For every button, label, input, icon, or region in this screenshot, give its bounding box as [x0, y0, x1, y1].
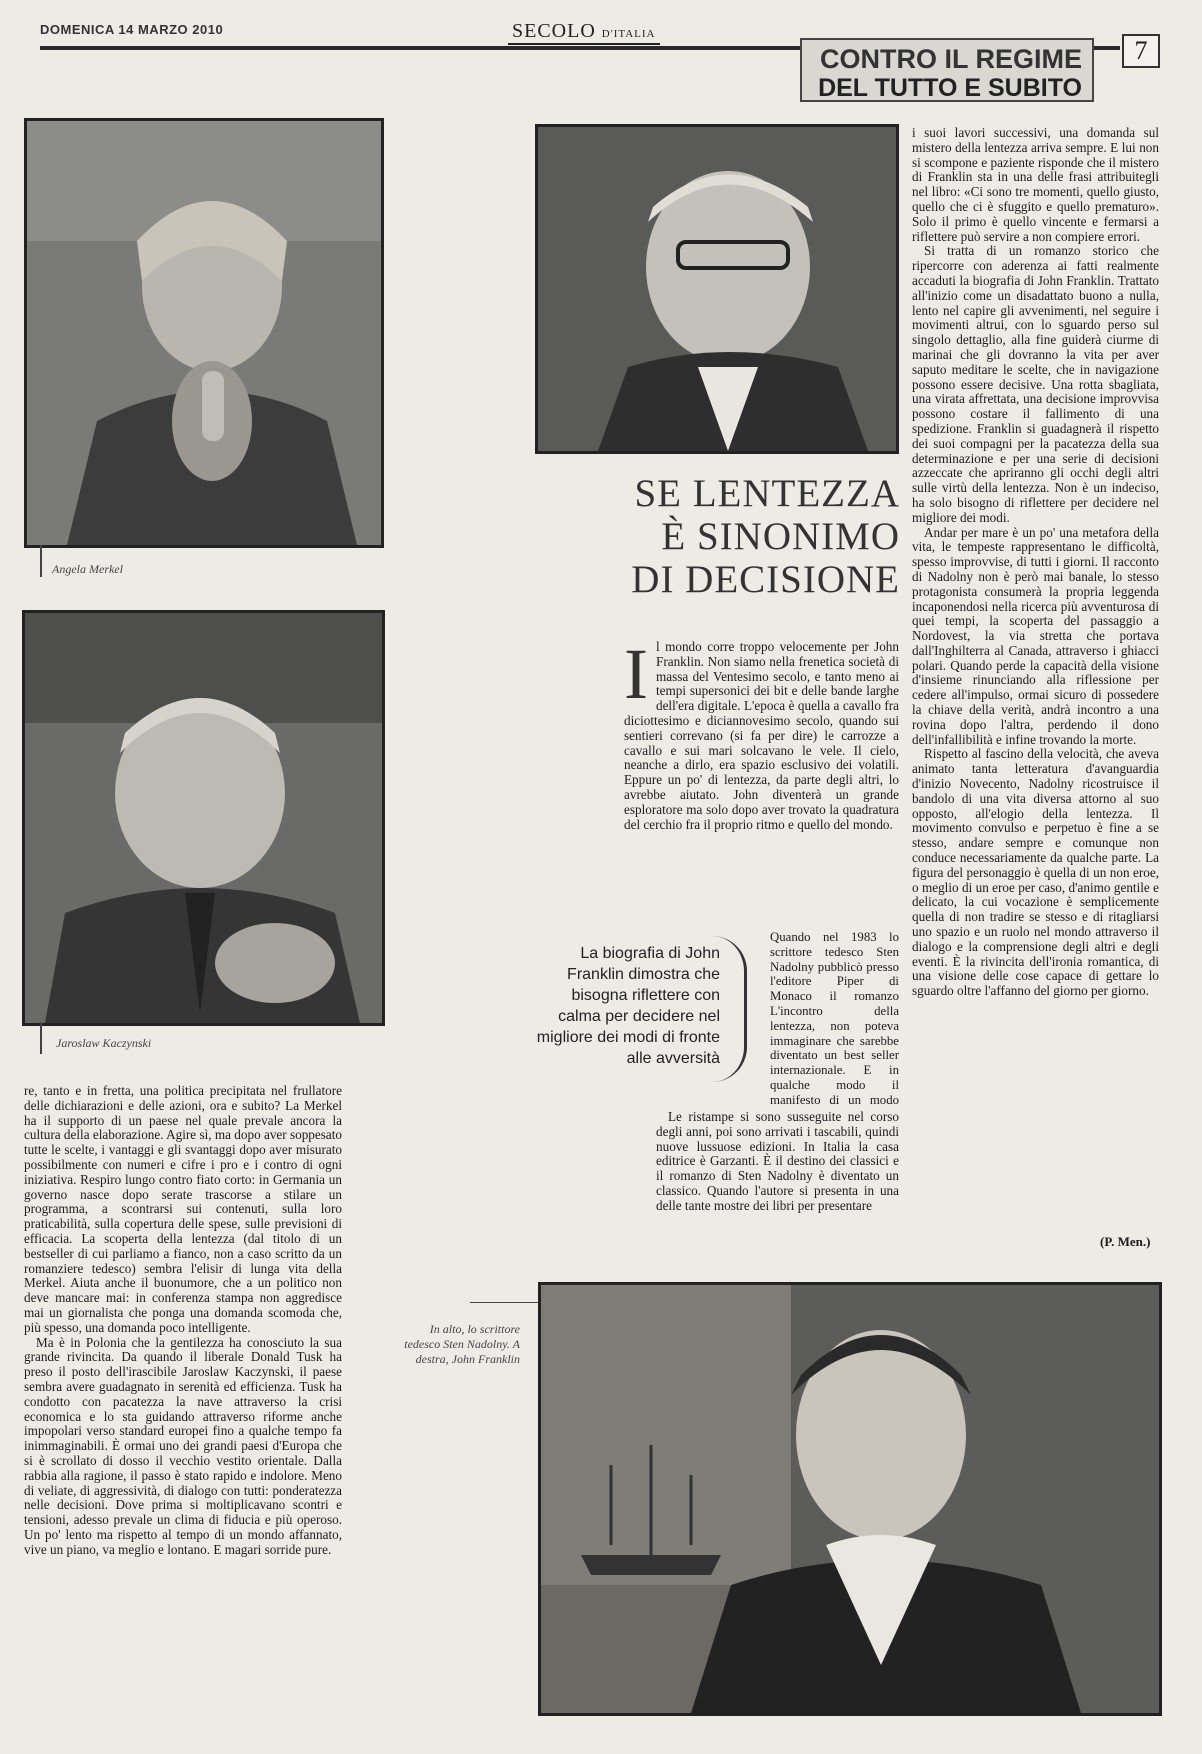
- middle-column-top: [624, 640, 899, 928]
- pull-quote: La biografia di John Franklin dimostra che bisogna riflettere con calma per decidere nel migliore dei modi di fronte alle avversità: [536, 945, 720, 1067]
- middle-column-bottom: [656, 1110, 899, 1240]
- paragraph: re, tanto e in fretta, una politica precipitata nel frullatore delle dichiarazioni e delle azioni, ora e subito? La Merkel ha il supporto di un paese nel quale prevale ancora la cultura della elaborazione. Agire sì, ma dopo aver soppesato tutte le scelte, i vantaggi e gli svantaggi dopo aver misurato possibilmente con numeri e cifre i pro e i contro di ogni iniziativa. Respiro lungo contro fiato corto: in Germania un governo nasce dopo serate trascorse a stilare un programma, a scontrarsi sui contenuti, sulla loro praticabilità, sulla copertura delle spese, sulle previsioni di efficacia. La scoperta della lentezza (dal titolo di un bestseller di cui parliamo a fianco, non a caso scritto da un romanziere tedesco) sembra l'elisir di lunga vita della Merkel. Aiuta anche il buonumore, che a un politico non deve mancare mai: in conferenza stampa non aggredisce mai un giornalista che ponga una domanda scomoda che, più spesso, una domanda poco intelligente.: [24, 1084, 342, 1335]
- paragraph: l mondo corre troppo velocemente per John Franklin. Non siamo nella frenetica società di massa del Ventesimo secolo, e tanto meno ai tempi supersonici dei bit e delle bande larghe dell'era digitale. L'epoca è quella a cavallo fra diciottesimo e diciannovesimo secolo, quando sui sentieri correvano (si fa per dire) le carrozze a cavallo e sui mari solcavano le vele. Il cielo, neanche a dirlo, era spazio esclusivo dei volatili. Eppure un po' di lentezza, da parte degli altri, lo avrebbe aiutato. John diventerà un grande esploratore ma solo dopo aver trovato la quadratura del cerchio fra il proprio ritmo e quello del mondo.: [624, 640, 899, 832]
- portrait-illustration: [538, 127, 896, 451]
- kicker-line-1: CONTRO IL REGIME: [819, 44, 1082, 74]
- headline-line: È SINONIMO: [661, 515, 900, 558]
- kicker-line-2: DEL TUTTO E SUBITO: [818, 74, 1082, 102]
- merkel-caption: Angela Merkel: [52, 562, 123, 576]
- section-kicker: [800, 38, 1094, 102]
- paragraph: i suoi lavori successivi, una domanda sul mistero della lentezza arriva sempre. E lui non si scompone e paziente risponde che il mistero di Franklin sta in una delle frasi attribuitegli nel libro: «Ci sono tre momenti, quello giusto, quello che ci è sfuggito e quello prematuro». Solo il primo è quello vincente e fermarsi a riflettere può servire a non compiere errori.: [912, 126, 1159, 244]
- franklin-caption: In alto, lo scrittore tedesco Sten Nadolny. A destra, John Franklin: [404, 1322, 520, 1366]
- left-column: [24, 1084, 342, 1629]
- kaczynski-caption: Jaroslaw Kaczynski: [56, 1036, 152, 1050]
- portrait-illustration: [27, 121, 381, 545]
- right-column: [912, 126, 1159, 1216]
- portrait-illustration: [25, 613, 382, 1023]
- pull-quote-bracket: [712, 936, 747, 1082]
- caption-rule: [470, 1302, 538, 1303]
- drop-cap: I: [624, 640, 648, 714]
- page-number: 7: [1122, 34, 1160, 68]
- franklin-painting: [538, 1282, 1162, 1716]
- nadolny-photo: [535, 124, 899, 454]
- portrait-illustration: [541, 1285, 1159, 1713]
- kaczynski-photo: [22, 610, 385, 1026]
- middle-column-wrap: [770, 930, 899, 1106]
- issue-date: DOMENICA 14 MARZO 2010: [40, 22, 224, 37]
- paragraph: Si tratta di un romanzo storico che ripercorre con aderenza ai fatti realmente accaduti la biografia di John Franklin. Trattato all'inizio come un disadattato buono a nulla, lento nel capire gli avvenimenti, nel seguire i movimenti altrui, con lo sguardo perso sul singolo dettaglio, alla fine guiderà ciurme di marinai che gli dovranno la vita per aver saputo meditare le scelte, che in navigazione possono essere decisive. Una rotta sbagliata, una virata affrettata, una decisione improvvisa possono costare il fallimento di una spedizione. Franklin si guadagnerà il rispetto dei suoi compagni per la pacatezza della sua determinazione e per una serie di decisioni azzeccate che apriranno gli occhi degli altri sulle virtù della lentezza. Non è un indeciso, ha solo bisogno di riflettere per decidere nel migliore dei modi.: [912, 243, 1159, 525]
- merkel-photo: [24, 118, 384, 548]
- paragraph: Quando nel 1983 lo scrittore tedesco Sten Nadolny pubblicò presso l'editore Piper di Monaco il romanzo L'incontro della lentezza, non poteva immaginare che sarebbe diventato un best seller internazionale. E in qualche modo il manifesto di un modo: [770, 930, 899, 1106]
- paragraph: Rispetto al fascino della velocità, che aveva animato tanta letteratura d'avanguardia d'inizio Novecento, Nadolny ricostruisce il bandolo di una vita diversa attorno al suo opposto, all'elogio della lentezza. Il movimento convulso e perpetuo è fine a se stesso, andare sempre e comunque non conduce necessariamente da qualche parte. La figura del personaggio è quella di un non eroe, o meglio di un eroe per caso, d'animo gentile e delicato, la cui vocazione è semplicemente quella di non tradire se stesso e di ritagliarsi uno spazio e un ruolo nel mondo attraverso il dialogo e la comprensione degli altri e degli eventi. È la rivincita dell'ironia romantica, di una visione delle cose capace di gettare lo sguardo oltre l'affanno del giorno per giorno.: [912, 746, 1159, 999]
- masthead-name: SECOLO: [512, 20, 596, 42]
- paragraph: Le ristampe si sono susseguite nel corso degli anni, poi sono arrivati i tascabili, quindi nuove lussuose edizioni. In Italia la casa editrice è Garzanti. È il destino dei classici e il romanzo di Sten Nadolny è diventato un classico. Quando l'autore si presenta in una delle tante mostre dei libri per presentare: [656, 1110, 899, 1213]
- headline-line: SE LENTEZZA: [634, 472, 900, 515]
- author-signature: (P. Men.): [1100, 1234, 1151, 1249]
- newspaper-masthead: [508, 20, 660, 45]
- article-headline: [540, 472, 900, 601]
- masthead-suffix: D'ITALIA: [601, 28, 656, 40]
- headline-line: DI DECISIONE: [631, 558, 900, 601]
- caption-rule: [40, 1022, 42, 1054]
- paragraph: Ma è in Polonia che la gentilezza ha conosciuto la sua grande rivincita. Da quando il liberale Donald Tusk ha preso il posto dell'irascibile Jaroslaw Kaczynski, il paese sembra avere guadagnato in serenità ed efficienza. Tusk ha condotto con pacatezza la nave attraverso la crisi economica e lo sta guidando attraverso riforme anche impopolari verso standard europei fino a qualche tempo fa inimmaginabili. È ormai uno dei grandi paesi d'Europa che si è scrollato di dosso il vecchio vestito orientale. Dalla rabbia alla ragione, il passo è stato rapido e indolore. Meno di veliate, di aggressività, di dialogo con tutti: ponderatezza nelle decisioni. Dove prima si moltiplicavano scontri e tensioni, adesso prevale un clima di fiducia e più operoso. Un po' lento ma rispetto al tempo di un mondo affannato, vive un piano, va meglio e lontano. E magari sorride pure.: [24, 1334, 342, 1557]
- caption-rule: [40, 545, 42, 577]
- paragraph: Andar per mare è un po' una metafora della vita, le tempeste rappresentano le difficoltà, spesso improvvise, di tutti i giorni. Il racconto di Nadolny non è però mai banale, lo stesso protagonista consumerà la propria leggenda incaponendosi nella ricerca più avventurosa di quei tempi, la scoperta del passaggio a Nordovest, la via stretta che portava dall'Inghilterra al Canada, attraverso i ghiacci polari. Quando perde la capacità della visione d'insieme rinunciando alla riflessione per cedere all'impulso, ormai sicuro di possedere la chiave della verità, andrà incontro a una rovina dopo l'altra, perdendo il dono dell'infallibilità e infine trovando la morte.: [912, 524, 1159, 747]
